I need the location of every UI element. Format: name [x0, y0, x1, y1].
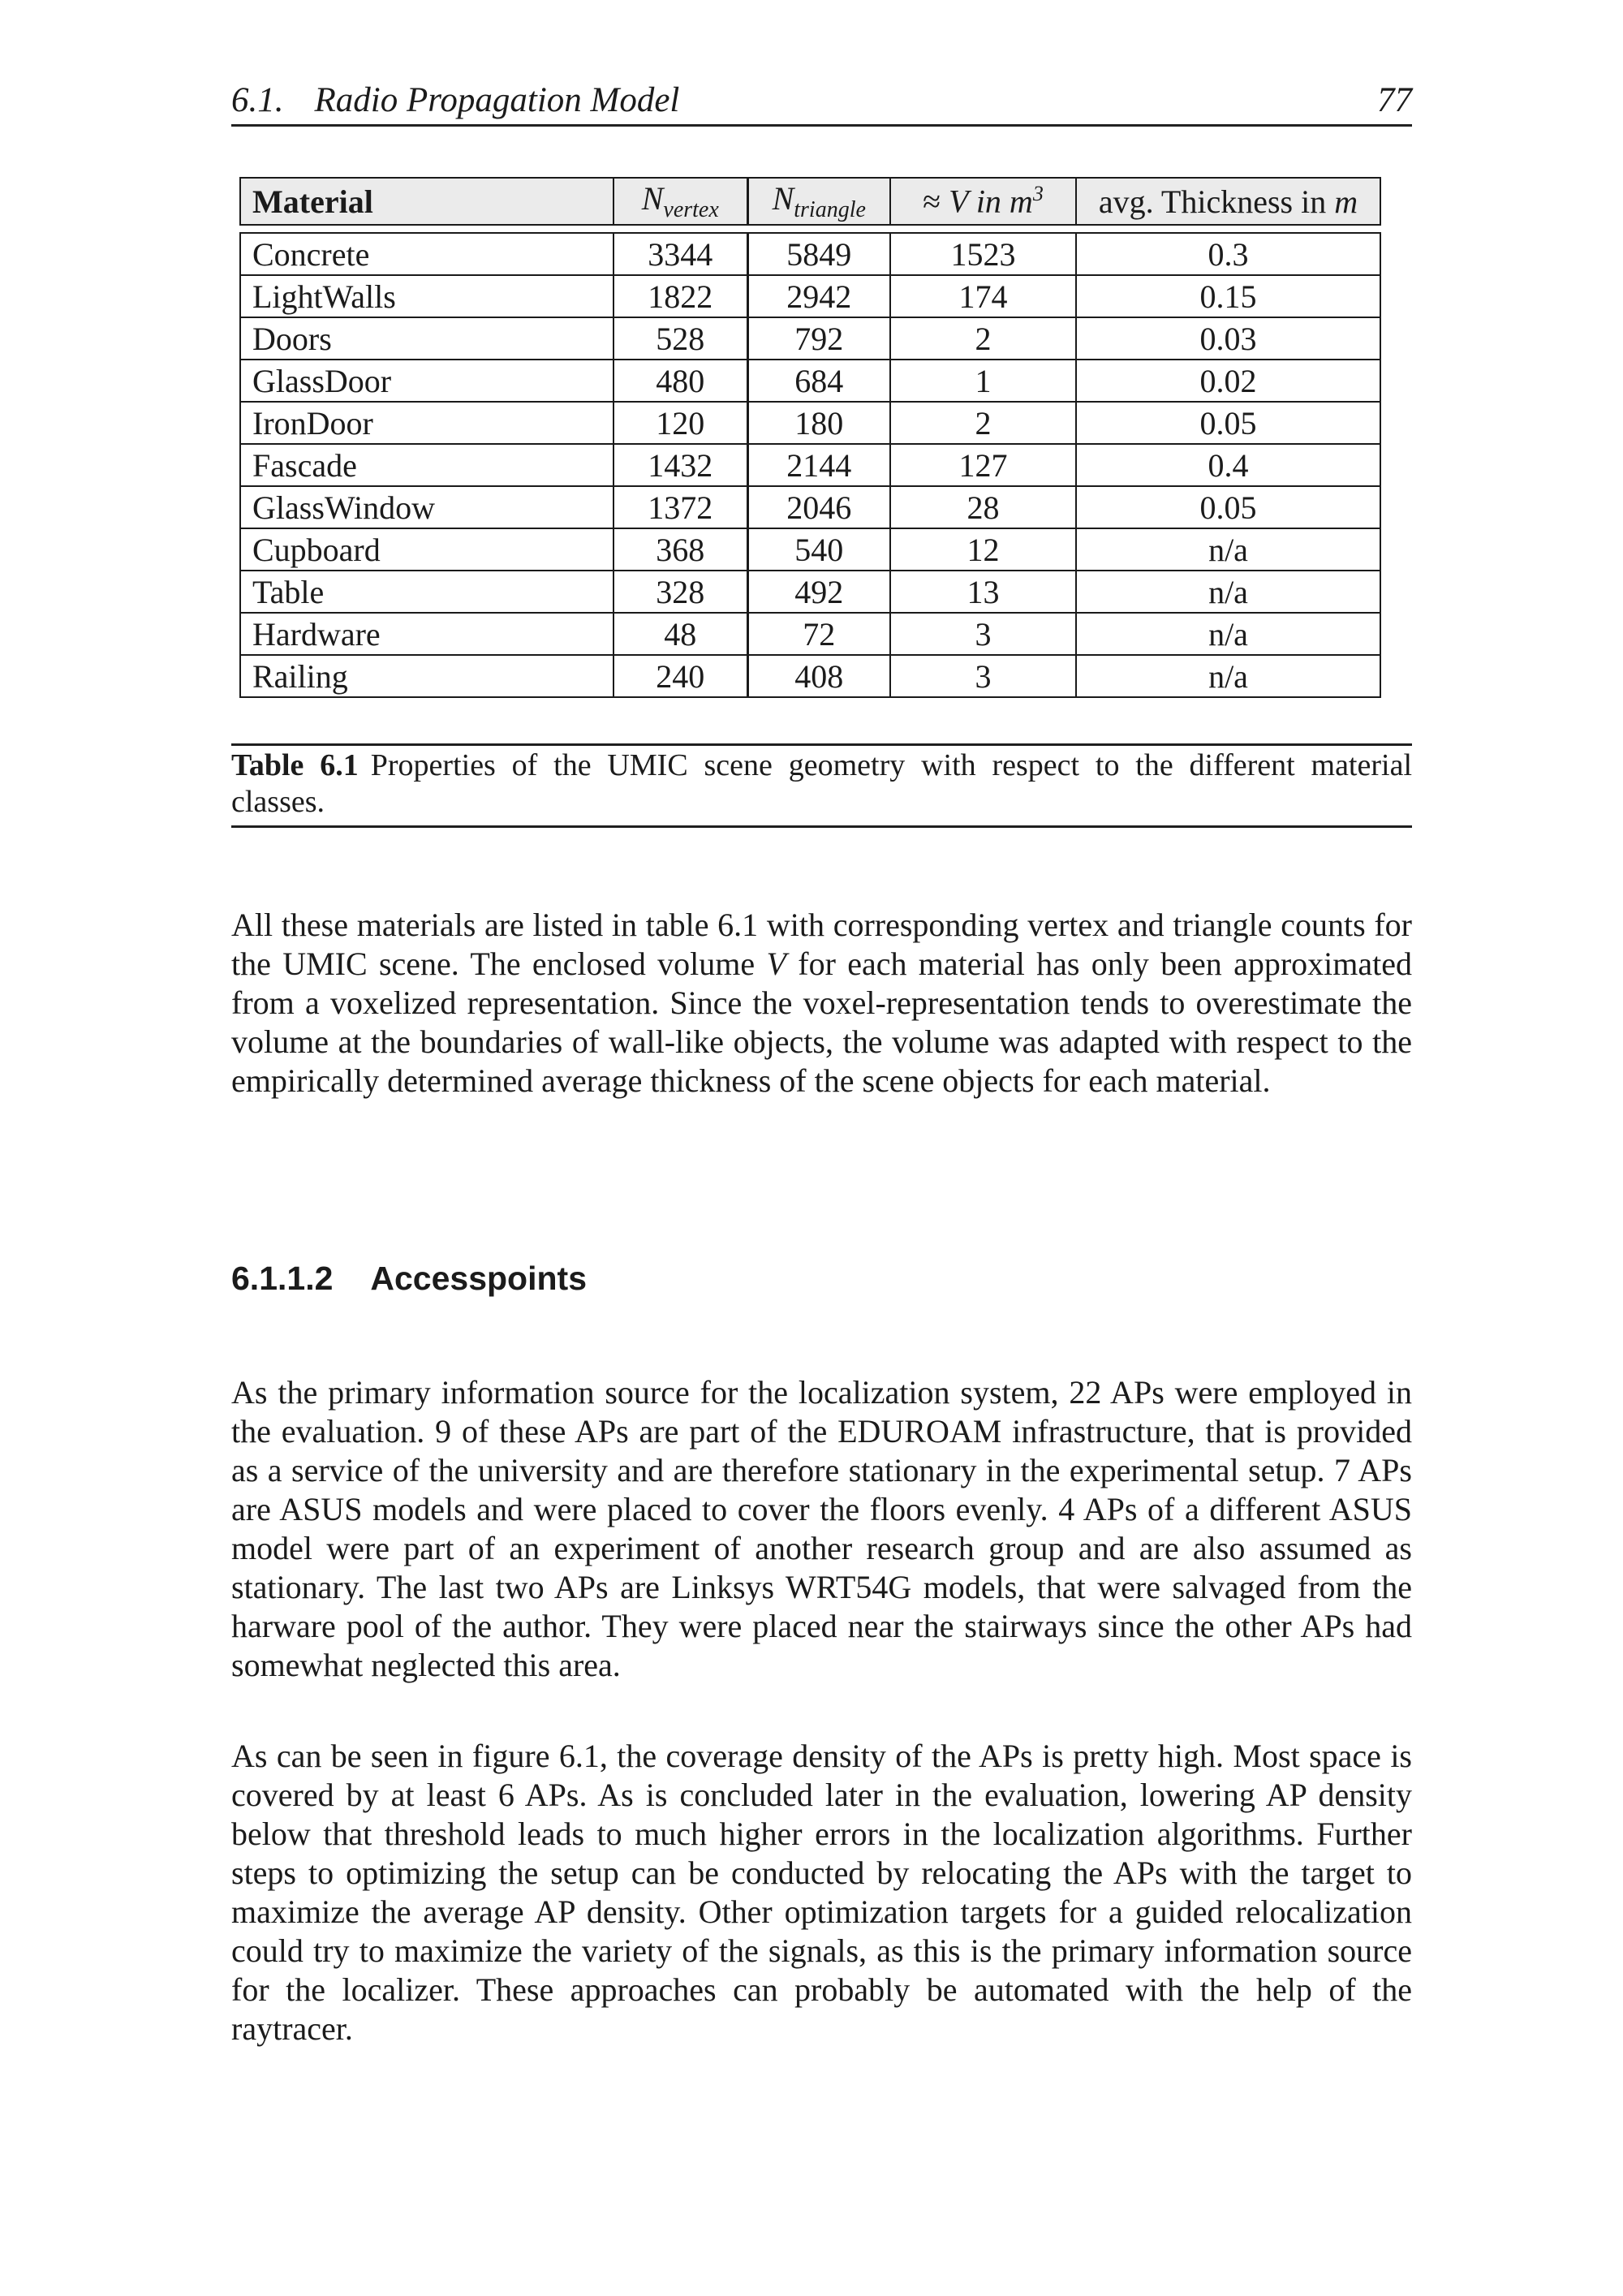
table-row: Table 328 492 13 n/a — [240, 571, 1380, 613]
math-var-v: V — [766, 946, 786, 982]
table-row: Hardware 48 72 3 n/a — [240, 613, 1380, 655]
running-header-section-title: Radio Propagation Model — [314, 81, 680, 119]
table-row: Fascade 1432 2144 127 0.4 — [240, 444, 1380, 486]
table-caption-label: Table 6.1 — [231, 748, 359, 782]
running-header-left — [231, 80, 679, 121]
table-caption-text: Properties of the UMIC scene geometry with respect to the different material classes. — [231, 748, 1412, 819]
table-row: IronDoor 120 180 2 0.05 — [240, 402, 1380, 444]
running-header — [231, 80, 1412, 127]
materials-table-body — [239, 232, 1381, 698]
table-row: LightWalls 1822 2942 174 0.15 — [240, 275, 1380, 317]
materials-table-header — [239, 177, 1381, 226]
paragraph-coverage: As can be seen in figure 6.1, the coverage density of the APs is pretty high. Most space is covered by at least 6 APs. As is concluded later in the evaluation, lowering AP density below that threshold leads to much higher errors in the localization algorithms. Further steps to optimizing the setup can be conducted by relocating the APs with the target to maximize the average AP density. Other optimization targets for a guided relocalization could try to maximize the variety of the signals, as this is the primary information source for the localizer. These approaches can probably be automated with the help of the raytracer. — [231, 1738, 1412, 2047]
col-header-ntriangle: $N_{triangle}$ — [747, 178, 890, 225]
table-caption — [231, 743, 1412, 828]
table-row: Railing 240 408 3 n/a — [240, 655, 1380, 697]
col-header-material: Material — [240, 178, 613, 225]
table-row: GlassDoor 480 684 1 0.02 — [240, 360, 1380, 402]
table-row: GlassWindow 1372 2046 28 0.05 — [240, 486, 1380, 528]
col-header-nvertex: $N_{vertex}$ — [613, 178, 747, 225]
running-header-section-number: 6.1. — [231, 81, 284, 119]
table-row: Doors 528 792 2 0.03 — [240, 317, 1380, 360]
materials-table — [239, 177, 1380, 698]
table-row: Cupboard 368 540 12 n/a — [240, 528, 1380, 571]
subsection-heading — [231, 1259, 1412, 1298]
paragraph-materials: All these materials are listed in table 6.1 with corresponding vertex and triangle counts for the UMIC scene. The enclosed volume V for each material has only been approximated from a voxelized representation. Since the voxel-representation tends to overestimate the volume at the boundaries of wall-like objects, the volume was adapted with respect to the empirically determined average thickness of the scene objects for each material. — [231, 907, 1412, 1099]
col-header-volume: ≈ V in $m^3$ — [890, 178, 1076, 225]
text-column — [231, 0, 1412, 2048]
subsection-title: Accesspoints — [370, 1260, 587, 1297]
table-header-row — [240, 178, 1380, 225]
page-number: 77 — [1377, 81, 1412, 119]
subsection-number: 6.1.1.2 — [231, 1260, 334, 1297]
col-header-thickness: avg. Thickness in m — [1076, 178, 1380, 225]
table-row: Concrete 3344 5849 1523 0.3 — [240, 233, 1380, 275]
paragraph-accesspoints-intro: As the primary information source for the localization system, 22 APs were employed in the evaluation. 9 of these APs are part of the EDUROAM infrastructure, that is provided as a service of the university and are therefore stationary in the experimental setup. 7 APs are ASUS models and were placed to cover the floors evenly. 4 APs of a different ASUS model were part of an experiment of another research group and are also assumed as stationary. The last two APs are Linksys WRT54G models, that were salvaged from the harware pool of the author. They were placed near the stairways since the other APs had somewhat neglected this area. — [231, 1374, 1412, 1683]
